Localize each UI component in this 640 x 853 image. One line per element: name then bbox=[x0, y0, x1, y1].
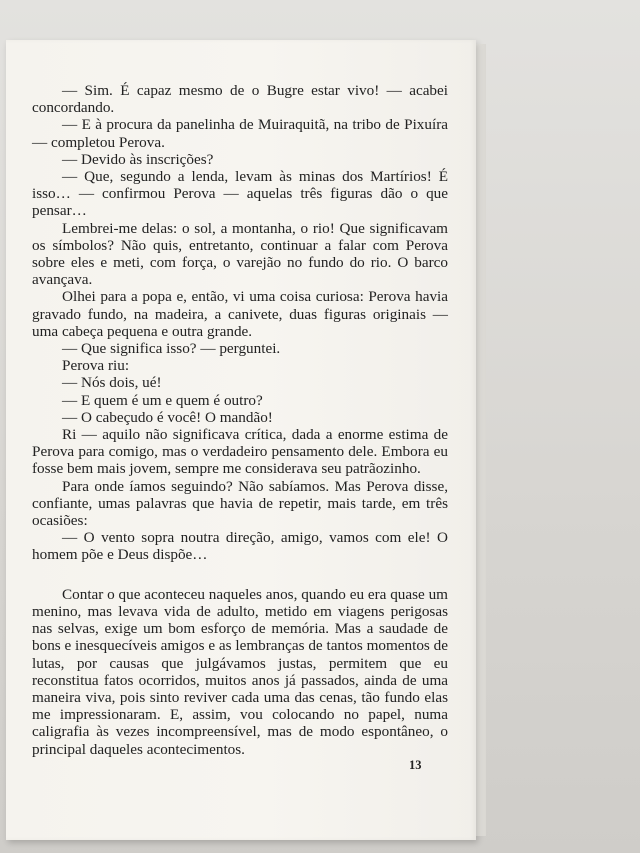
paragraph: Contar o que aconteceu naqueles anos, quando eu era quase um menino, mas levava vida de adulto, metido em viagens perigosas nas selvas, exige um bom esforço de memória. Mas a saudade de bons e inesquecíveis amigos e as lembranças de tantos momentos de lutas, por causas que julgávamos justas, permitem que eu reconstitua fatos ocorridos, muitos anos já passados, ainda de uma maneira viva, pois sinto reviver cada uma das cenas, tão fundo elas me impressionaram. E, assim, vou colocando no papel, numa caligrafia às vezes incompreensível, mas de modo espontâneo, o principal daqueles acontecimentos. bbox=[32, 585, 448, 758]
body-text bbox=[32, 82, 448, 758]
paragraph: Ri — aquilo não significava crítica, dada a enorme estima de Perova para comigo, mas o verdadeiro pensamento dele. Embora eu fosse bem mais jovem, sempre me considerava seu patrãozinho. bbox=[32, 426, 448, 478]
page-number: 13 bbox=[409, 758, 422, 772]
paragraph: — E quem é um e quem é outro? bbox=[62, 391, 263, 409]
paragraph: — Que, segundo a lenda, levam às minas dos Martírios! É isso… — confirmou Perova — aquelas três figuras dão o que pensar… bbox=[32, 168, 448, 220]
paragraph: — O vento sopra noutra direção, amigo, vamos com ele! O homem põe e Deus dispõe… bbox=[32, 529, 448, 564]
paragraph: Olhei para a popa e, então, vi uma coisa curiosa: Perova havia gravado fundo, na madeira, a canivete, duas figuras originais — uma cabeça pequena e outra grande. bbox=[32, 288, 448, 340]
paragraph: — Devido às inscrições? bbox=[62, 150, 214, 168]
paragraph: — Nós dois, ué! bbox=[62, 374, 162, 392]
paragraph: — O cabeçudo é você! O mandão! bbox=[62, 408, 273, 426]
paragraph: — Que significa isso? — perguntei. bbox=[62, 340, 281, 358]
book-page bbox=[6, 40, 476, 840]
page-stack-edge bbox=[476, 44, 486, 836]
paragraph: Lembrei-me delas: o sol, a montanha, o rio! Que significavam os símbolos? Não quis, entretanto, continuar a falar com Perova sobre eles e meti, com força, o varejão no fundo do rio. O barco avançava. bbox=[32, 219, 448, 289]
paragraph: Perova riu: bbox=[62, 357, 130, 375]
paragraph: — Sim. É capaz mesmo de o Bugre estar vivo! — acabei concordando. bbox=[32, 82, 448, 117]
paragraph: Para onde íamos seguindo? Não sabíamos. Mas Perova disse, confiante, umas palavras que havia de repetir, mais tarde, em três ocasiões: bbox=[32, 477, 448, 530]
paragraph: — E à procura da panelinha de Muiraquitã, na tribo de Pixuíra — completou Perova. bbox=[32, 116, 448, 151]
